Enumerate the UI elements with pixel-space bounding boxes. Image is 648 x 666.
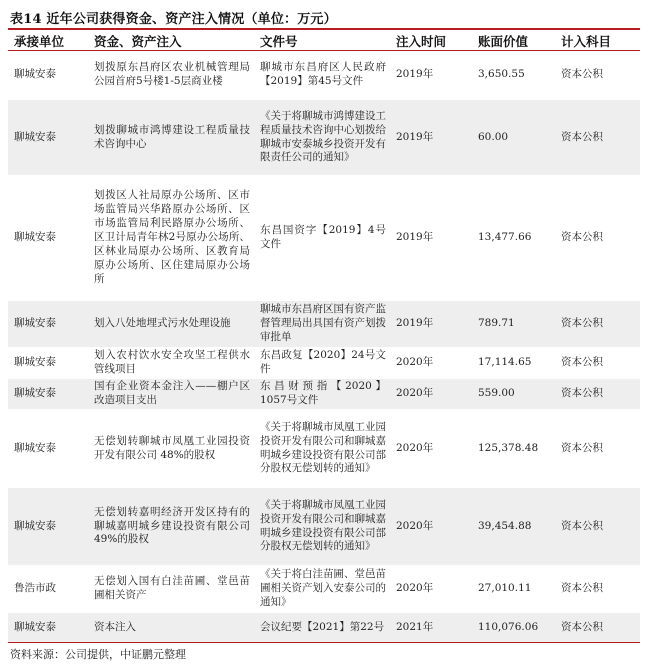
cell-value: 110,076.06 <box>472 613 555 643</box>
cell-unit: 聊城安泰 <box>8 613 88 643</box>
cell-account: 资本公积 <box>555 100 640 176</box>
table-row <box>8 100 640 176</box>
cell-unit: 鲁浩市政 <box>8 566 88 613</box>
cell-year: 2019年 <box>390 176 472 301</box>
table-row <box>8 379 640 410</box>
header-account: 计入科目 <box>555 31 640 51</box>
cell-doc: 东昌政复【2020】24号文件 <box>254 348 390 379</box>
cell-unit: 聊城安泰 <box>8 301 88 348</box>
cell-item: 国有企业资本金注入——棚户区改造项目支出 <box>88 379 254 410</box>
cell-year: 2020年 <box>390 379 472 410</box>
cell-doc: 《关于将聊城市凤凰工业园投资开发有限公司和聊城嘉明城乡建设投资有限公司部分股权无偿划转的通知》 <box>254 488 390 566</box>
header-row <box>8 31 640 51</box>
top-rule <box>8 28 640 30</box>
cell-item: 划拨原东昌府区农业机械管理局公园首府5号楼1-5层商业楼 <box>88 51 254 100</box>
table-row <box>8 488 640 566</box>
bottom-rule <box>8 642 640 643</box>
header-item: 资金、资产注入 <box>88 31 254 51</box>
cell-account: 资本公积 <box>555 51 640 100</box>
cell-value: 789.71 <box>472 301 555 348</box>
cell-value: 27,010.11 <box>472 566 555 613</box>
cell-item: 无偿划转聊城市凤凰工业园投资开发有限公司 48%的股权 <box>88 410 254 488</box>
cell-item: 划入八处地埋式污水处理设施 <box>88 301 254 348</box>
cell-doc: 《关于将聊城市凤凰工业园投资开发有限公司和聊城嘉明城乡建设投资有限公司部分股权无偿划转的通知》 <box>254 410 390 488</box>
cell-unit: 聊城安泰 <box>8 100 88 176</box>
cell-doc: 会议纪要【2021】第22号 <box>254 613 390 643</box>
cell-account: 资本公积 <box>555 348 640 379</box>
cell-doc: 《关于将白洼苗圃、堂邑苗圃相关资产划入安泰公司的通知》 <box>254 566 390 613</box>
cell-unit: 聊城安泰 <box>8 176 88 301</box>
cell-value: 17,114.65 <box>472 348 555 379</box>
cell-year: 2020年 <box>390 488 472 566</box>
header-unit: 承接单位 <box>8 31 88 51</box>
cell-year: 2019年 <box>390 51 472 100</box>
cell-account: 资本公积 <box>555 410 640 488</box>
cell-value: 125,378.48 <box>472 410 555 488</box>
cell-account: 资本公积 <box>555 488 640 566</box>
cell-item: 划拨区人社局原办公场所、区市场监管局兴华路原办公场所、区市场监管局利民路原办公场所、区卫计局青年林2号原办公场所、区林业局原办公场所、区教育局原办公场所、区住建局原办公场所 <box>88 176 254 301</box>
header-value: 账面价值 <box>472 31 555 51</box>
cell-item: 无偿划入国有白洼苗圃、堂邑苗圃相关资产 <box>88 566 254 613</box>
capital-injection-table <box>8 31 640 643</box>
cell-item: 划拨聊城市鸿博建设工程质量技术咨询中心 <box>88 100 254 176</box>
cell-value: 3,650.55 <box>472 51 555 100</box>
cell-item: 无偿划转嘉明经济开发区持有的聊城嘉明城乡建设投资有限公司49%的股权 <box>88 488 254 566</box>
cell-year: 2020年 <box>390 566 472 613</box>
table-title: 表14 近年公司获得资金、资产注入情况（单位：万元） <box>10 12 337 27</box>
cell-account: 资本公积 <box>555 301 640 348</box>
cell-doc: 东昌国资字【2019】4号文件 <box>254 176 390 301</box>
cell-account: 资本公积 <box>555 566 640 613</box>
cell-unit: 聊城安泰 <box>8 51 88 100</box>
table-row <box>8 348 640 379</box>
header-year: 注入时间 <box>390 31 472 51</box>
cell-year: 2019年 <box>390 301 472 348</box>
cell-unit: 聊城安泰 <box>8 348 88 379</box>
table-row <box>8 410 640 488</box>
header-doc: 文件号 <box>254 31 390 51</box>
cell-account: 资本公积 <box>555 613 640 643</box>
table-row <box>8 301 640 348</box>
cell-value: 60.00 <box>472 100 555 176</box>
source-note: 资料来源：公司提供，中证鹏元整理 <box>10 648 186 661</box>
cell-account: 资本公积 <box>555 379 640 410</box>
cell-year: 2019年 <box>390 100 472 176</box>
cell-value: 13,477.66 <box>472 176 555 301</box>
cell-doc: 东昌财预指【2020】1057号文件 <box>254 379 390 410</box>
cell-doc: 聊城市东昌府区国有资产监督管理局出具国有资产划拨审批单 <box>254 301 390 348</box>
cell-doc: 聊城市东昌府区人民政府【2019】第45号文件 <box>254 51 390 100</box>
table-row <box>8 176 640 301</box>
table-row <box>8 51 640 100</box>
cell-unit: 聊城安泰 <box>8 379 88 410</box>
cell-year: 2021年 <box>390 613 472 643</box>
table-row <box>8 566 640 613</box>
cell-year: 2020年 <box>390 348 472 379</box>
table-row <box>8 613 640 643</box>
cell-unit: 聊城安泰 <box>8 410 88 488</box>
cell-unit: 聊城安泰 <box>8 488 88 566</box>
cell-year: 2020年 <box>390 410 472 488</box>
cell-value: 39,454.88 <box>472 488 555 566</box>
cell-value: 559.00 <box>472 379 555 410</box>
cell-doc: 《关于将聊城市鸿博建设工程质量技术咨询中心划拨给聊城市安泰城乡投资开发有限责任公司的通知》 <box>254 100 390 176</box>
cell-item: 划入农村饮水安全攻坚工程供水管线项目 <box>88 348 254 379</box>
cell-account: 资本公积 <box>555 176 640 301</box>
cell-item: 资本注入 <box>88 613 254 643</box>
